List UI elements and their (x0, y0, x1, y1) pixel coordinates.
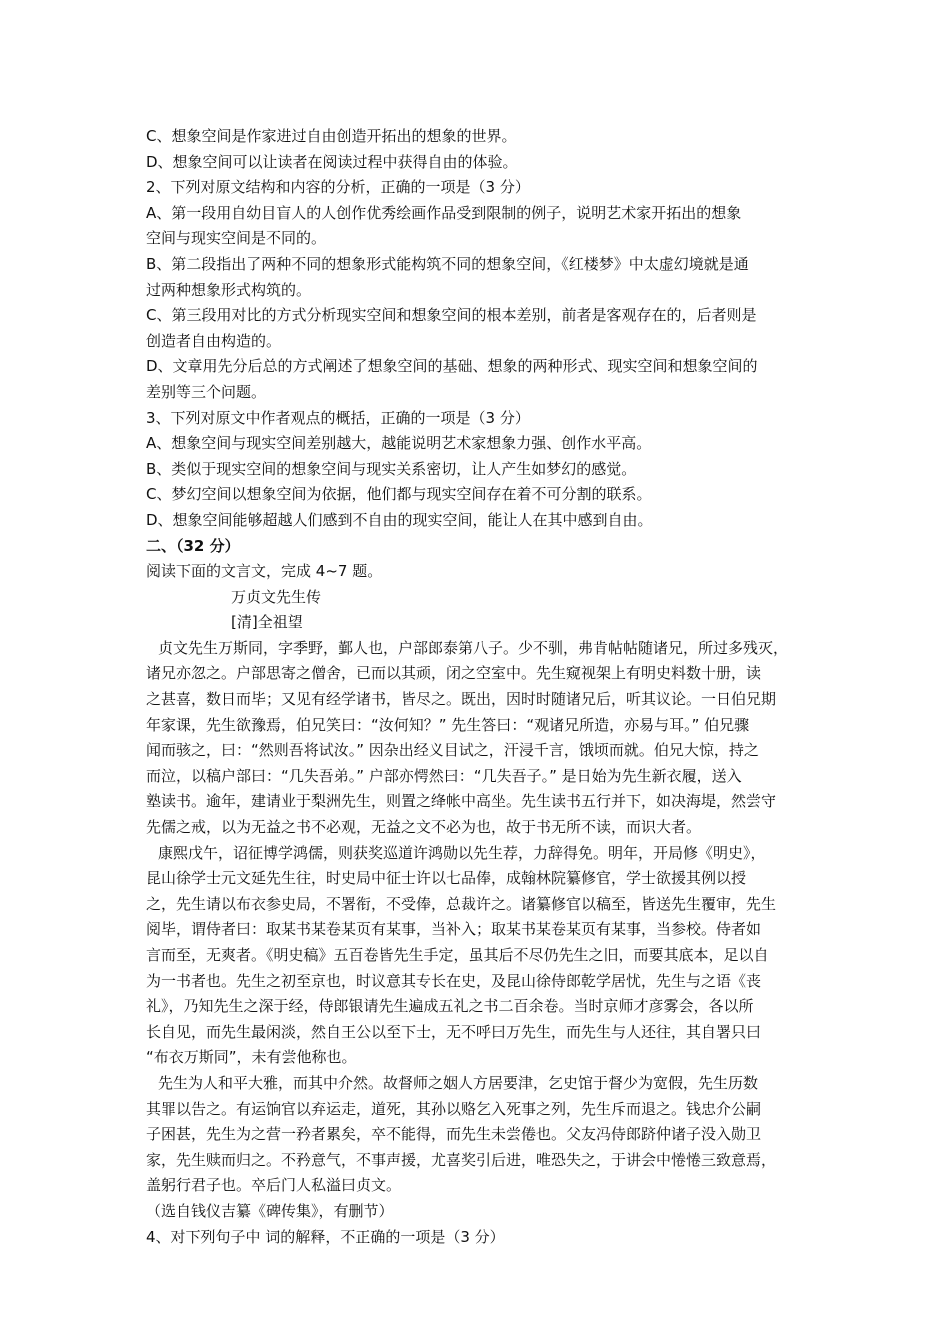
text-line: 言而至，无爽者。《明史稿》五百卷皆先生手定，虽其后不尽仍先生之旧，而要其底本，足以自 (146, 946, 769, 964)
text-line: 阅读下面的文言文，完成 4~7 题。 (146, 562, 383, 581)
text-line: 3、下列对原文中作者观点的概括，正确的一项是（3 分） (146, 408, 530, 427)
text-line: 之，先生请以布衣参史局，不署衔，不受俸，总裁许之。诸纂修官以稿至，皆送先生覆审，先生 (146, 894, 777, 913)
text-line: 年家课，先生欲豫焉，伯兄笑曰：“汝何知？” 先生答曰：“观诸兄所造，亦易与耳。” 伯兄骤 (146, 715, 750, 734)
text-line: 塾读书。逾年，建请业于梨洲先生，则置之绛帐中高坐。先生读书五行并下，如决海堤，然尝守 (146, 792, 777, 811)
text-line: C、梦幻空间以想象空间为依据，他们都与现实空间存在着不可分割的联系。 (146, 485, 652, 504)
text-line: A、想象空间与现实空间差别越大，越能说明艺术家想象力强、创作水平高。 (146, 434, 652, 453)
text-line: D、想象空间可以让读者在阅读过程中获得自由的体验。 (146, 152, 518, 171)
text-line: 长自见，而先生最闲淡，然自王公以至下士，无不呼曰万先生，而先生与人还往，其自署只曰 (146, 1022, 762, 1041)
paragraph-start-line: 先生为人和平大雅，而其中介然。故督师之姻人方居要津，乞史馆于督少为宽假，先生历数 (158, 1073, 759, 1092)
text-line: 先儒之戒，以为无益之书不必观，无益之文不必为也，故于书无所不读，而识大者。 (146, 818, 702, 837)
text-line: 盖躬行君子也。卒后门人私溢曰贞文。 (146, 1176, 402, 1195)
paragraph-start-line: 康熙戊午，诏征博学鸿儒，则获奖巡道许鸿勋以先生荐，力辞得免。明年，开局修《明史》， (158, 843, 766, 862)
text-line: 而泣，以稿户部曰：“几失吾弟。” 户部亦愕然曰：“几失吾子。” 是日始为先生新衣履，送入 (146, 766, 742, 785)
text-line: 之甚喜，数日而毕；又见有经学诸书，皆尽之。既出，因时时随诸兄后，听其议论。一日伯兄期 (146, 690, 777, 709)
text-line: 闻而骇之，曰：“然则吾将试汝。” 因杂出经义目试之，汗浸千言，饿顷而就。伯兄大惊，持之 (146, 741, 759, 760)
text-line: 4、对下列句子中 词的解释，不正确的一项是（3 分） (146, 1227, 505, 1246)
text-line: 阅毕，谓侍者曰：取某书某卷某页有某事，当补入；取某书某卷某页有某事，当参校。侍者如 (146, 920, 762, 939)
text-line: A、第一段用自幼目盲人的人创作优秀绘画作品受到限制的例子，说明艺术家开拓出的想象 (146, 203, 742, 222)
text-line: C、想象空间是作家进过自由创造开拓出的想象的世界。 (146, 127, 517, 145)
passage-title: 万贞文先生传 (231, 587, 322, 606)
text-line: 昆山徐学士元文延先生往，时史局中征士许以七品俸，成翰林院纂修官，学士欲援其例以授 (146, 869, 747, 888)
document-page (146, 124, 816, 1250)
text-line: 2、下列对原文结构和内容的分析，正确的一项是（3 分） (146, 178, 530, 197)
text-line: 过两种想象形式构筑的。 (146, 280, 312, 299)
text-line: （选自钱仪吉纂《碑传集》，有删节） (146, 1201, 394, 1220)
paragraph-start-line: 贞文先生万斯同，字季野，鄞人也，户部郎泰第八子。少不驯，弗肯帖帖随诸兄，所过多残灭， (158, 638, 789, 657)
text-line: 差别等三个问题。 (146, 382, 267, 401)
text-line: D、想象空间能够超越人们感到不自由的现实空间，能让人在其中感到自由。 (146, 510, 653, 529)
text-line: “布衣万斯同”，未有尝他称也。 (146, 1048, 357, 1067)
text-line: 礼》，乃知先生之深于经，侍郎银请先生遍成五礼之书二百余卷。当时京师才彦雾会，各以所 (146, 997, 754, 1016)
text-line: D、文章用先分后总的方式阐述了想象空间的基础、想象的两种形式、现实空间和想象空间的 (146, 357, 758, 376)
text-line: 其罪以告之。有运饷官以弃运走，道死，其孙以赂乞入死事之列，先生斥而退之。钱忠介公嗣 (146, 1099, 762, 1118)
text-line: 子困甚，先生为之营一矜者累矣，卒不能得，而先生未尝倦也。父友冯侍郎跻仲诸子没入勋卫 (146, 1125, 762, 1144)
text-line: B、类似于现实空间的想象空间与现实关系密切，让人产生如梦幻的感觉。 (146, 459, 637, 478)
text-line: C、第三段用对比的方式分析现实空间和想象空间的根本差别，前者是客观存在的，后者则是 (146, 306, 757, 325)
text-line: 创造者自由构造的。 (146, 331, 282, 350)
text-line: 家，先生赎而归之。不矜意气，不事声援，尤喜奖引后进，唯恐失之，于讲会中惓惓三致意焉， (146, 1150, 777, 1169)
passage-title: [清]全祖望 (231, 613, 303, 632)
text-line: 为一书者也。先生之初至京也，时议意其专长在史，及昆山徐侍郎乾学居忧，先生与之语《丧 (146, 971, 762, 990)
text-line: 空间与现实空间是不同的。 (146, 229, 327, 248)
text-line: B、第二段指出了两种不同的想象形式能构筑不同的想象空间，《红楼梦》中太虚幻境就是通 (146, 254, 749, 273)
section-heading: 二、（32 分） (146, 536, 240, 555)
text-line: 诸兄亦忽之。户部思寄之僧舍，已而以其顽，闭之空室中。先生窥视架上有明史料数十册，读 (146, 664, 762, 683)
